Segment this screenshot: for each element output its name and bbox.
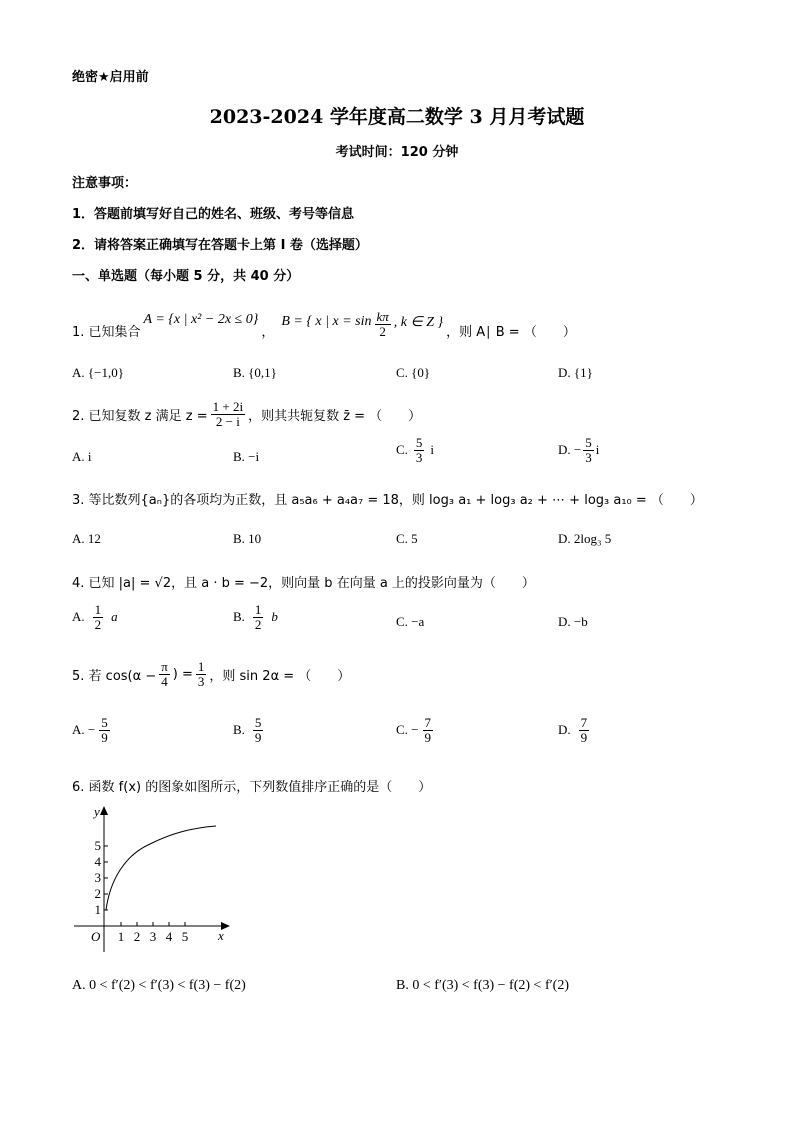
q3-option-d[interactable]: D. 2log₃ 5	[558, 531, 612, 546]
q4-option-a-den: 2	[94, 616, 102, 632]
question-4: 4. 已知 |a| = √2，且 a · b = −2，则向量 b 在向量 a 上的投影向量为（ ）	[72, 576, 535, 591]
q4-option-b-den: 2	[254, 616, 262, 632]
q5-option-a-num: 5	[101, 715, 108, 730]
q5-rhs-den: 3	[197, 673, 205, 689]
q6-option-a[interactable]: A. 0 < f′(2) < f′(3) < f(3) − f(2)	[72, 978, 246, 993]
q2-fraction	[211, 400, 245, 428]
q2-option-c-num: 5	[415, 435, 423, 450]
x-tick-label: 5	[181, 929, 189, 944]
q6-option-b[interactable]: B. 0 < f′(3) < f(3) − f(2) < f′(2)	[396, 978, 569, 993]
q2-option-d-num: 5	[585, 435, 592, 450]
origin-label: O	[91, 929, 101, 944]
q4-option-b-label: B.	[233, 609, 245, 625]
q3-option-c[interactable]: C. 5	[396, 531, 418, 546]
x-axis-label: x	[218, 928, 224, 943]
q4-option-a[interactable]	[72, 603, 118, 631]
q4-option-a-label: A.	[72, 609, 85, 625]
q2-option-d[interactable]	[558, 436, 599, 464]
q2-option-c[interactable]	[396, 436, 434, 464]
y-tick-label: 3	[94, 870, 101, 885]
q5-option-a-den: 9	[101, 729, 108, 745]
y-tick-label: 5	[94, 838, 101, 853]
q5-option-d[interactable]	[558, 716, 589, 744]
question-6: 6. 函数 f(x) 的图象如图所示，下列数值排序正确的是（ ）	[72, 780, 432, 795]
q5-inner-den: 4	[161, 673, 168, 689]
q2-frac-den: 2 − i	[215, 413, 240, 429]
x-tick-label: 1	[117, 929, 125, 944]
q1-set-b-right: , k ∈ Z }	[393, 314, 444, 330]
q4-option-b-fraction	[253, 603, 264, 631]
q5-mid: ) =	[172, 666, 193, 682]
q5-rhs-fraction	[196, 660, 207, 688]
exam-duration: 考试时间：120 分钟	[335, 145, 459, 160]
section-heading: 一、单选题（每小题 5 分，共 40 分）	[72, 269, 300, 284]
function-curve	[106, 826, 216, 910]
question-5	[72, 652, 350, 696]
note-2: 2．请将答案正确填写在答题卡上第 I 卷（选择题）	[72, 238, 368, 253]
q5-option-b[interactable]	[233, 716, 263, 744]
q2-tail: ，则其共轭复数 z̄ = （ ）	[248, 408, 422, 424]
q2-option-c-label: C.	[396, 442, 408, 458]
confidential-mark: 绝密★启用前	[72, 70, 149, 85]
q5-option-b-den: 9	[254, 729, 262, 745]
q5-option-a[interactable]	[72, 716, 110, 744]
q5-option-d-den: 9	[580, 729, 588, 745]
x-tick-label: 4	[165, 929, 173, 944]
y-axis-label: y	[94, 804, 100, 819]
q5-option-b-num: 5	[254, 715, 262, 730]
y-tick-label: 1	[94, 902, 101, 917]
q4-option-d[interactable]: D. −b	[558, 614, 588, 629]
q2-option-c-den: 3	[415, 449, 423, 465]
function-graph	[70, 800, 240, 960]
q2-option-d-fraction	[583, 436, 594, 464]
q1-set-b-left: B = { x | x = sin	[281, 314, 372, 329]
q1-frac-num: kπ	[376, 308, 389, 324]
q4-option-c[interactable]: C. −a	[396, 614, 425, 629]
q2-option-c-suffix: i	[430, 442, 435, 458]
question-1	[72, 310, 576, 350]
y-tick-label: 4	[94, 854, 101, 869]
q1-option-d[interactable]: D. {1}	[558, 365, 593, 380]
q1-option-b[interactable]: B. {0,1}	[233, 365, 277, 380]
q5-option-d-fraction	[579, 716, 590, 744]
q2-option-b[interactable]: B. −i	[233, 449, 260, 464]
q4-option-a-suffix: a	[111, 609, 118, 625]
q1-option-c[interactable]: C. {0}	[396, 365, 431, 380]
q5-option-c[interactable]	[396, 716, 433, 744]
q5-option-d-num: 7	[580, 715, 588, 730]
note-1: 1．答题前填写好自己的姓名、班级、考号等信息	[72, 207, 355, 222]
q4-option-b-num: 1	[254, 602, 262, 617]
q5-option-d-label: D.	[558, 722, 571, 738]
q4-option-b[interactable]	[233, 603, 278, 631]
q5-option-a-label: A. −	[72, 722, 96, 738]
q4-option-b-suffix: b	[271, 609, 278, 625]
q1-tail: ，则 A∣ B = （ ）	[446, 324, 576, 340]
x-tick-label: 2	[133, 929, 141, 944]
q1-option-a[interactable]: A. {−1,0}	[72, 365, 124, 380]
question-2	[72, 394, 421, 434]
q2-option-d-suffix: i	[595, 442, 600, 458]
q5-option-b-fraction	[253, 716, 264, 744]
q5-option-c-num: 7	[424, 715, 432, 730]
q5-inner-num: π	[161, 658, 168, 674]
q5-option-c-label: C. −	[396, 722, 419, 738]
x-tick-label: 3	[149, 929, 157, 944]
q4-option-a-num: 1	[94, 602, 102, 617]
q5-inner-fraction	[159, 660, 170, 688]
q2-frac-num: 1 + 2i	[212, 398, 244, 414]
q5-option-c-fraction	[423, 716, 434, 744]
q5-option-b-label: B.	[233, 722, 245, 738]
q1-set-a: A = {x | x² − 2x ≤ 0}	[143, 312, 259, 327]
q3-option-a[interactable]: A. 12	[72, 531, 101, 546]
q1-prefix: 1. 已知集合	[72, 324, 141, 340]
q2-option-a[interactable]: A. i	[72, 449, 92, 464]
y-axis-arrow	[100, 806, 108, 815]
q3-option-b[interactable]: B. 10	[233, 531, 262, 546]
q1-comma: ，	[261, 324, 275, 340]
q5-option-c-den: 9	[424, 729, 432, 745]
q5-prefix: 5. 若 cos(α −	[72, 668, 157, 684]
q2-option-d-label: D. −	[558, 442, 582, 458]
q2-option-c-fraction	[414, 436, 425, 464]
q5-option-a-fraction	[99, 716, 110, 744]
q2-option-d-den: 3	[585, 449, 592, 465]
q1-frac-den: 2	[379, 323, 386, 339]
question-3: 3. 等比数列{aₙ}的各项均为正数，且 a₅a₆ + a₄a₇ = 18，则 log₃ a₁ + log₃ a₂ + ⋯ + log₃ a₁₀ = （ ）	[72, 493, 703, 508]
y-tick-label: 2	[94, 886, 101, 901]
q2-prefix: 2. 已知复数 z 满足 z =	[72, 408, 208, 424]
q1-set-b-fraction	[375, 310, 391, 338]
q5-tail: ，则 sin 2α = （ ）	[209, 668, 351, 684]
q4-option-a-fraction	[93, 603, 104, 631]
q5-rhs-num: 1	[197, 658, 205, 674]
notes-title: 注意事项：	[72, 176, 138, 191]
exam-title: 2023-2024 学年度高二数学 3 月月考试题	[209, 106, 585, 128]
